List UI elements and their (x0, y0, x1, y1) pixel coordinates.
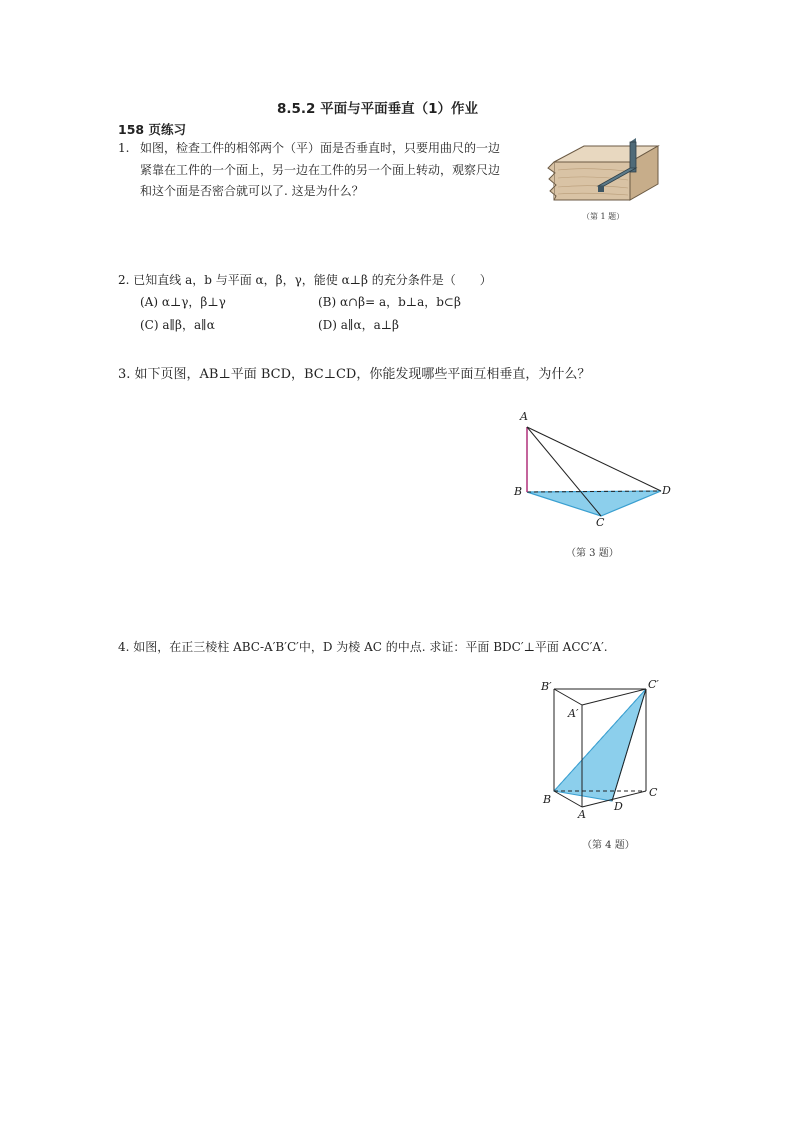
q3-label-b: B (514, 485, 523, 498)
q3-label-a: A (520, 410, 528, 423)
q4-label-a: A (578, 808, 586, 821)
q3-text: 3. 如下页图，AB⊥平面 BCD，BC⊥CD，你能发现哪些平面互相垂直，为什么？ (118, 367, 591, 382)
q3-label-d: D (662, 484, 671, 497)
q2-option-d: (D) a∥α，a⊥β (318, 318, 399, 332)
q1-caption: （第 1 题） (582, 212, 625, 221)
q3-tetrahedron-figure (510, 410, 680, 535)
q2-option-c: (C) a∥β，a∥α (140, 318, 215, 332)
q1-workpiece-figure (546, 140, 666, 208)
q2-option-b: (B) α∩β= a，b⊥a，b⊂β (318, 295, 461, 309)
q3-caption: （第 3 题） (566, 548, 619, 559)
q2-stem: 2. 已知直线 a，b 与平面 α，β，γ，能使 α⊥β 的充分条件是（ ） (118, 273, 492, 287)
q4-label-c1: C′ (648, 678, 659, 691)
q1-number: 1. (118, 141, 130, 155)
q4-label-d: D (614, 800, 623, 813)
q3-base-triangle-bcd (527, 491, 661, 516)
q4-label-b1: B′ (541, 680, 552, 693)
q4-caption: （第 4 题） (582, 840, 635, 851)
q3-edge-ad (527, 427, 661, 491)
q4-text: 4. 如图，在正三棱柱 ABC-A′B′C′中，D 为棱 AC 的中点. 求证：平面 BDC′⊥平面 ACC′A′. (118, 640, 608, 654)
page-title: 8.5.2 平面与平面垂直（1）作业 (277, 101, 479, 117)
q4-prism-figure (540, 680, 670, 820)
q4-label-a1: A′ (568, 707, 579, 720)
q3-label-c: C (596, 516, 605, 529)
q1-line-1: 如图，检查工件的相邻两个（平）面是否垂直时，只要用曲尺的一边 (140, 141, 501, 155)
q2-option-a: (A) α⊥γ，β⊥γ (140, 295, 226, 309)
q4-label-c: C (649, 786, 658, 799)
q1-line-3: 和这个面是否密合就可以了. 这是为什么？ (140, 184, 364, 198)
q4-label-b: B (543, 793, 552, 806)
q1-line-2: 紧靠在工件的一个面上，另一边在工件的另一个面上转动，观察尺边 (140, 163, 501, 177)
section-heading: 158 页练习 (118, 122, 186, 137)
q4-plane-bdc1 (554, 689, 646, 801)
